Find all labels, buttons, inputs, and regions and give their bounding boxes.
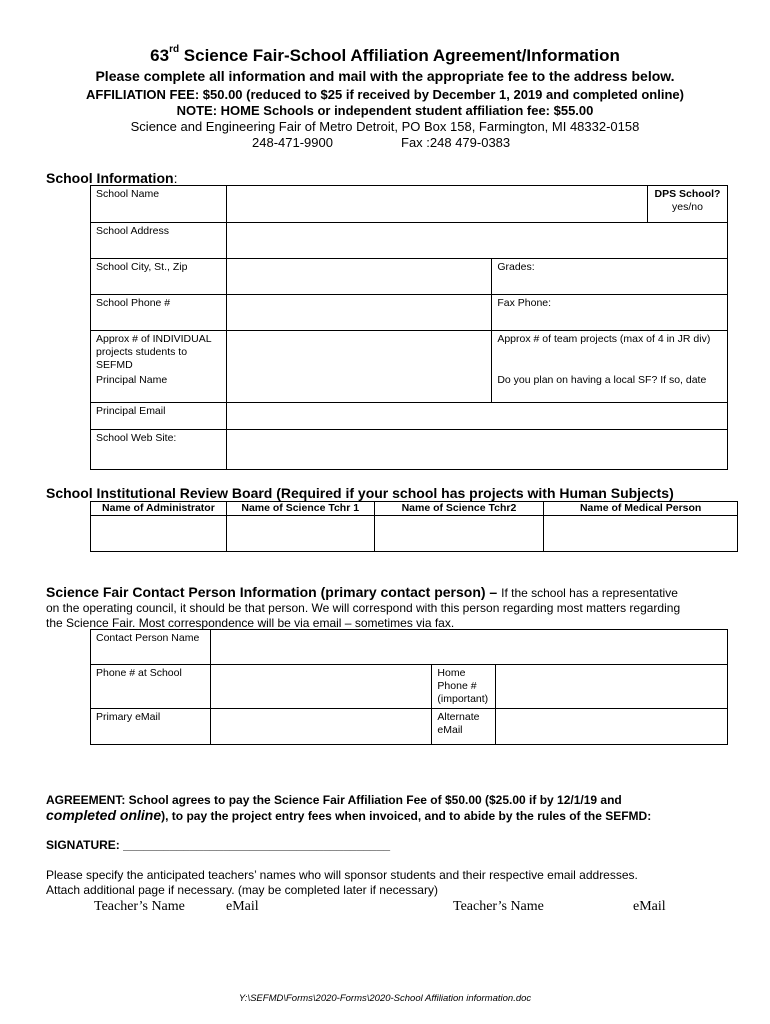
- page-title: 63rd Science Fair-School Affiliation Agreement/Information: [150, 44, 620, 65]
- school-address-field[interactable]: [226, 223, 727, 259]
- contact-name-field[interactable]: [210, 630, 727, 665]
- school-info-heading: School Information:: [46, 170, 178, 186]
- irb-col-medical-person: Name of Medical Person: [544, 502, 738, 516]
- irb-table: [90, 501, 738, 552]
- contact-table: [90, 629, 728, 745]
- dps-school-cell[interactable]: [648, 186, 728, 223]
- school-name-field[interactable]: [226, 186, 647, 223]
- contact-intro-line3: the Science Fair. Most correspondence will be via email – sometimes via fax.: [46, 616, 455, 630]
- principal-name-label: Principal Name: [91, 374, 227, 402]
- school-name-label: School Name: [91, 186, 227, 223]
- local-sf-label: Do you plan on having a local SF? If so, date: [497, 374, 707, 386]
- primary-email-field[interactable]: [210, 709, 432, 745]
- phone-school-field[interactable]: [210, 665, 432, 709]
- fax-phone-field[interactable]: [492, 295, 728, 331]
- grades-label: Grades:: [497, 261, 535, 273]
- web-site-label: School Web Site:: [91, 429, 227, 469]
- approx-team-field[interactable]: [492, 331, 728, 375]
- irb-col-administrator: Name of Administrator: [91, 502, 227, 516]
- approx-team-label: Approx # of team projects (max of 4 in JR div): [497, 333, 711, 345]
- footer-file-path: Y:\SEFMD\Forms\2020-Forms\2020-School Affiliation information.doc: [238, 993, 532, 1004]
- school-phone-field[interactable]: [226, 295, 491, 331]
- school-city-field[interactable]: [226, 259, 491, 295]
- irb-col-science-tchr2: Name of Science Tchr2: [374, 502, 544, 516]
- home-school-note: NOTE: HOME Schools or independent student affiliation fee: $55.00: [176, 103, 594, 118]
- principal-email-label: Principal Email: [91, 402, 227, 429]
- teacher-name-1-label: Teacher’s Name: [94, 899, 185, 914]
- dps-school-label: DPS School?: [654, 188, 721, 200]
- approx-individual-label: Approx # of INDIVIDUAL projects students to SEFMD: [91, 331, 227, 375]
- contact-heading: Science Fair Contact Person Information (primary contact person) – If the school has a representative: [46, 584, 678, 600]
- irb-heading: School Institutional Review Board (Required if your school has projects with Human Subjects): [46, 485, 674, 501]
- primary-email-label: Primary eMail: [91, 709, 211, 745]
- fax-number: Fax :248 479-0383: [401, 135, 511, 150]
- school-address-label: School Address: [91, 223, 227, 259]
- phone-number: 248-471-9900: [252, 135, 333, 150]
- signature-line[interactable]: SIGNATURE: ________________________________________: [46, 838, 391, 852]
- irb-col-science-tchr1: Name of Science Tchr 1: [226, 502, 374, 516]
- principal-email-field[interactable]: [226, 402, 727, 429]
- school-phone-label: School Phone #: [91, 295, 227, 331]
- agreement-line1: AGREEMENT: School agrees to pay the Science Fair Affiliation Fee of $50.00 ($25.00 if by 12/1/19 and: [46, 793, 622, 807]
- school-city-label: School City, St., Zip: [91, 259, 227, 295]
- sponsors-line1: Please specify the anticipated teachers’ names who will sponsor students and their respective email addresses.: [46, 868, 638, 882]
- approx-individual-field[interactable]: [226, 331, 491, 403]
- fax-phone-label: Fax Phone:: [497, 297, 552, 309]
- contact-intro-line2: on the operating council, it should be that person. We will correspond with this person regarding most matters regarding: [46, 601, 681, 615]
- affiliation-fee: AFFILIATION FEE: $50.00 (reduced to $25 if received by December 1, 2019 and completed online): [86, 87, 684, 102]
- agreement-line2: completed online), to pay the project entry fees when invoiced, and to abide by the rules of the SEFMD:: [46, 807, 652, 823]
- irb-administrator-field[interactable]: [91, 516, 227, 552]
- irb-medical-person-field[interactable]: [544, 516, 738, 552]
- school-info-table: [90, 185, 728, 470]
- alt-email-field[interactable]: [496, 709, 728, 745]
- phone-school-label: Phone # at School: [91, 665, 211, 709]
- dps-options: yes/no: [672, 201, 703, 213]
- instructions: Please complete all information and mail with the appropriate fee to the address below.: [95, 68, 675, 84]
- local-sf-field[interactable]: [492, 374, 728, 402]
- email-2-label: eMail: [633, 899, 666, 914]
- alt-email-label: Alternate eMail: [432, 709, 496, 745]
- home-phone-field[interactable]: [496, 665, 728, 709]
- web-site-field[interactable]: [226, 429, 727, 469]
- grades-field[interactable]: [492, 259, 728, 295]
- teacher-name-2-label: Teacher’s Name: [453, 899, 544, 914]
- mailing-address: Science and Engineering Fair of Metro Detroit, PO Box 158, Farmington, MI 48332-0158: [130, 119, 640, 134]
- sponsors-line2: Attach additional page if necessary. (may be completed later if necessary): [46, 883, 438, 897]
- irb-science-tchr1-field[interactable]: [226, 516, 374, 552]
- contact-name-label: Contact Person Name: [91, 630, 211, 665]
- irb-science-tchr2-field[interactable]: [374, 516, 544, 552]
- home-phone-label: Home Phone # (important): [432, 665, 496, 709]
- email-1-label: eMail: [226, 899, 259, 914]
